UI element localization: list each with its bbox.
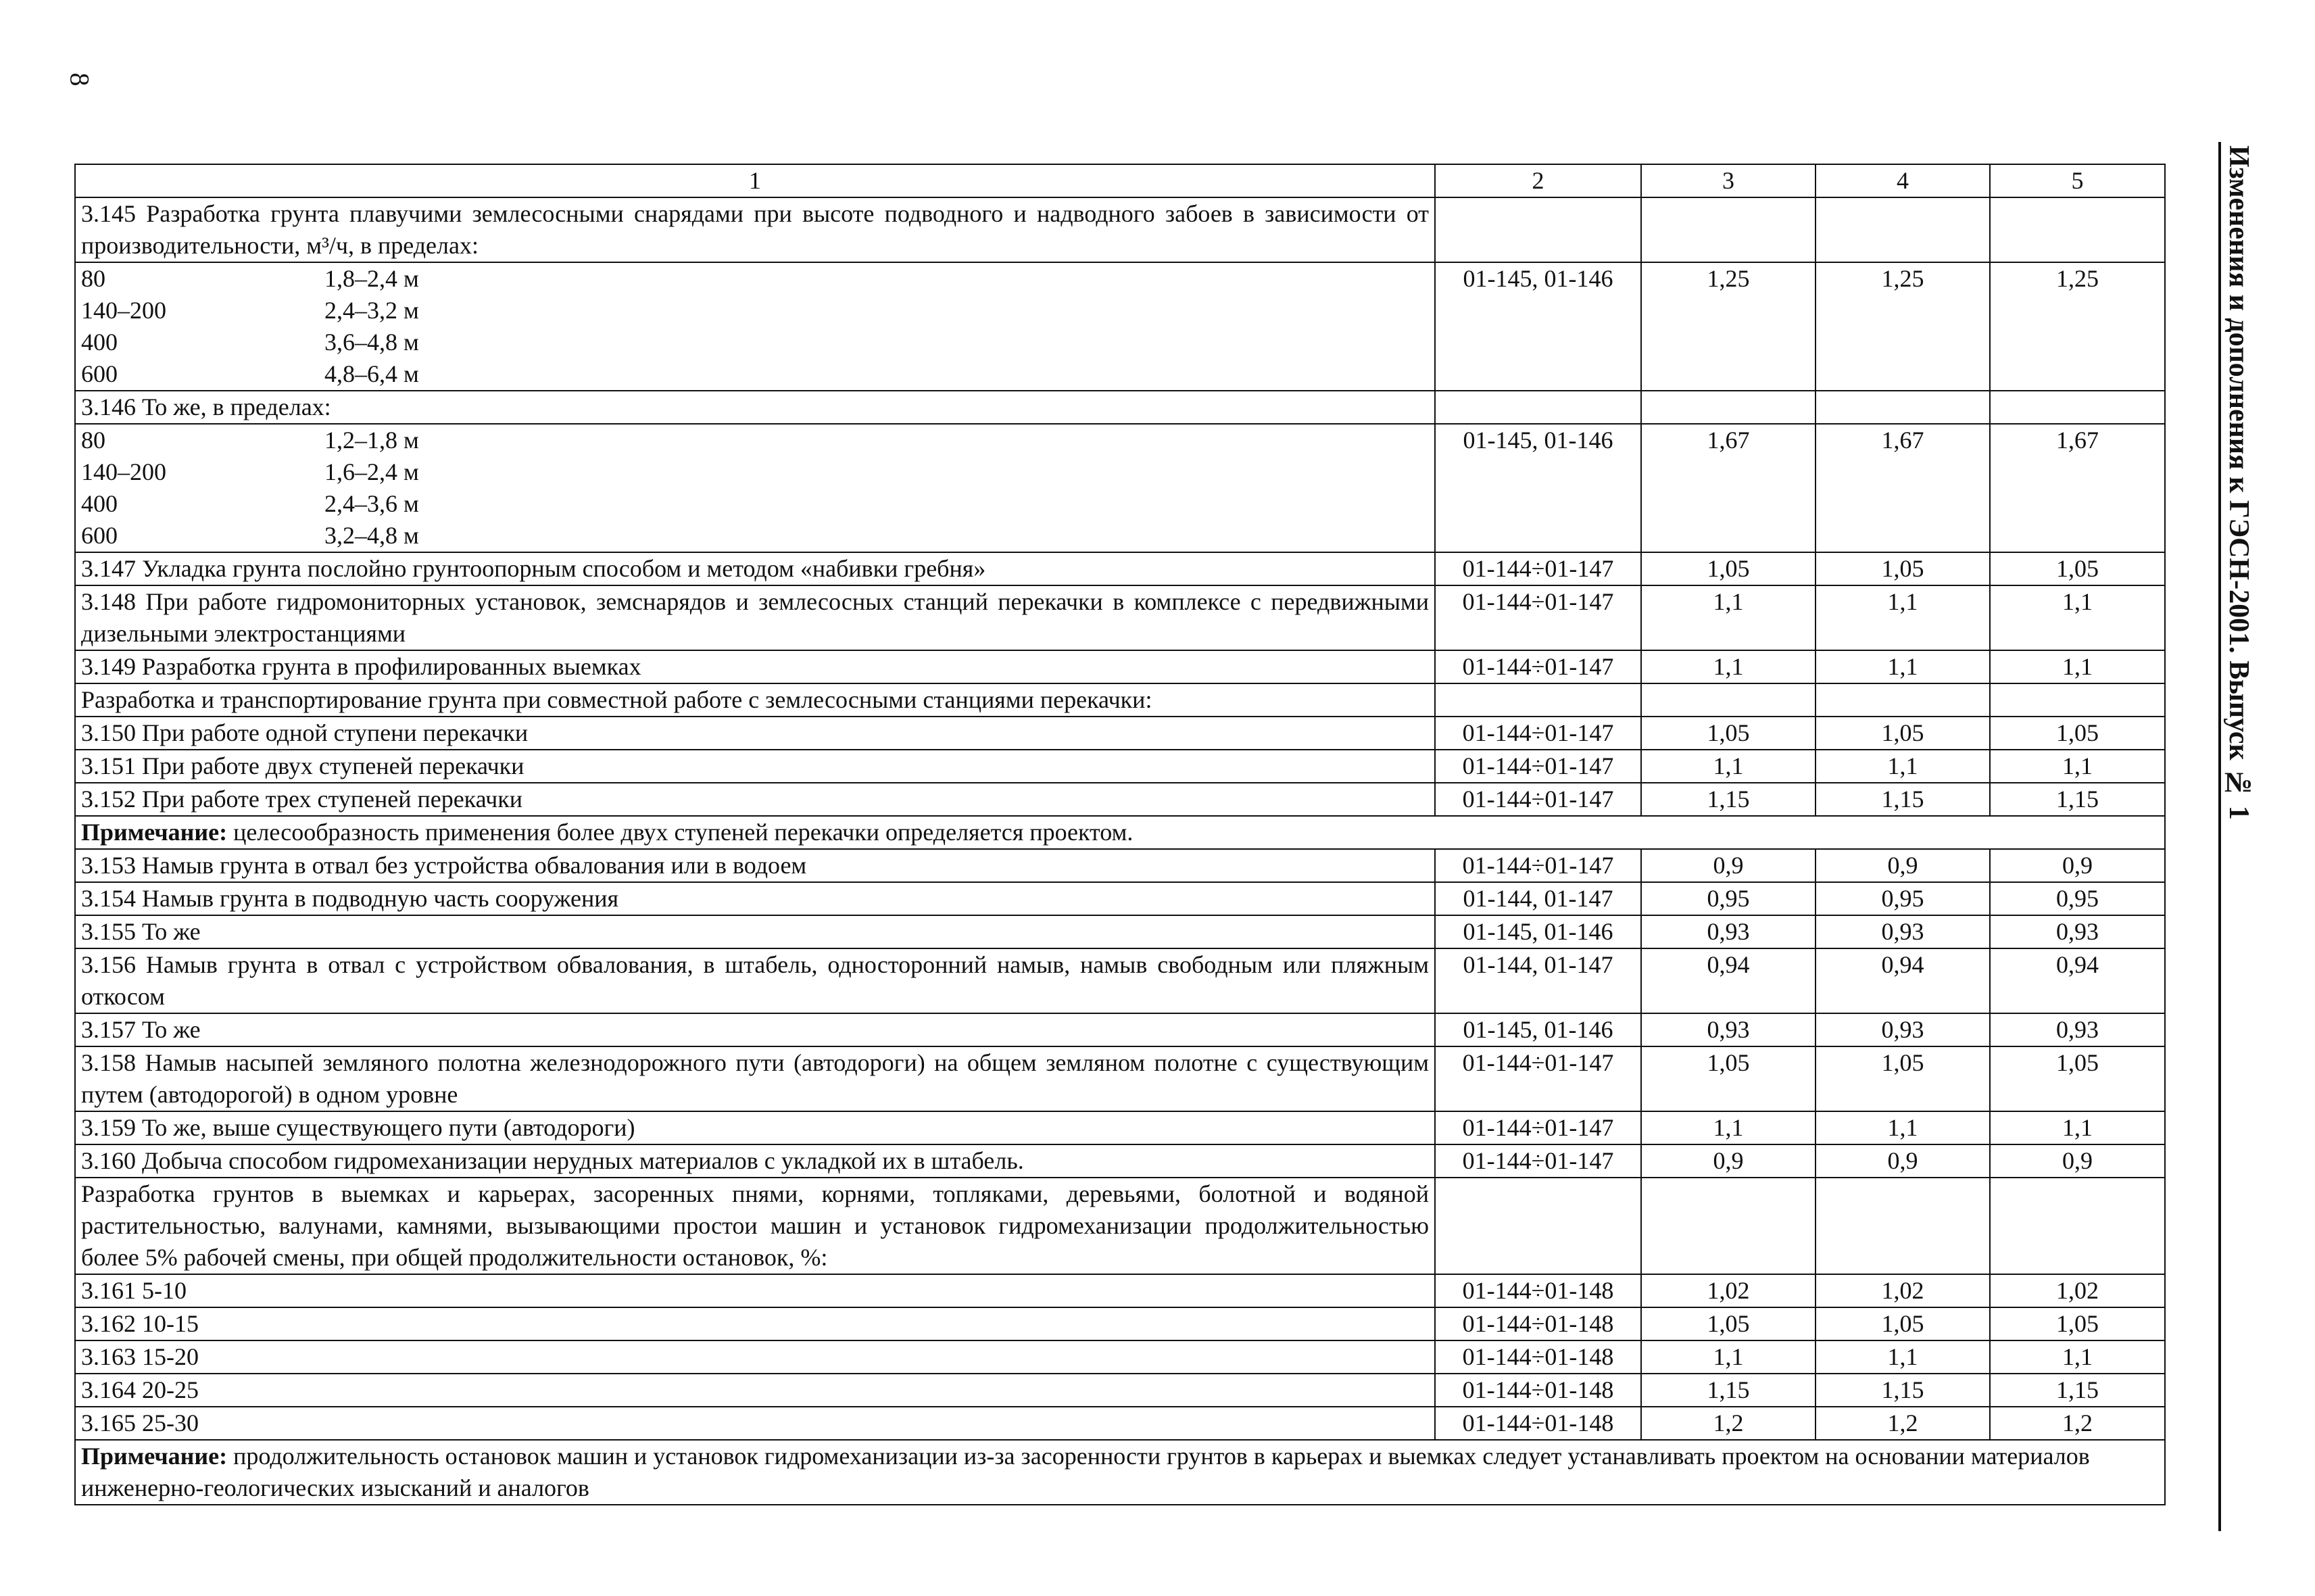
row-value-5: 1,1: [1990, 1340, 2165, 1374]
table-row: [75, 552, 2165, 585]
table-row: [75, 262, 2165, 391]
row-value-5: 1,67: [1990, 424, 2165, 552]
row-value-4: 1,2: [1816, 1407, 1990, 1440]
row-description: 3.152 При работе трех ступеней перекачки: [75, 783, 1435, 816]
row-description: 3.161 5-10: [75, 1274, 1435, 1307]
row-description: 80 1,2–1,8 м 140–200 1,6–2,4 м 400 2,4–3,6 м 600 3,2–4,8 м: [75, 424, 1435, 552]
row-value-4: 1,05: [1816, 717, 1990, 750]
row-value-3: 0,93: [1641, 1013, 1816, 1046]
row-description: 3.146 То же, в пределах:: [75, 391, 1435, 424]
row-description: 3.162 10-15: [75, 1307, 1435, 1340]
row-value-5: 1,05: [1990, 552, 2165, 585]
row-description: 80 1,8–2,4 м 140–200 2,4–3,2 м 400 3,6–4,8 м 600 4,8–6,4 м: [75, 262, 1435, 391]
table-row: [75, 882, 2165, 915]
row-value-3: 1,1: [1641, 585, 1816, 650]
row-value-4: 1,1: [1816, 1340, 1990, 1374]
row-code: 01-145, 01-146: [1435, 915, 1641, 948]
row-value-3: 1,15: [1641, 783, 1816, 816]
table-row: [75, 1374, 2165, 1407]
row-code: 01-144÷01-148: [1435, 1374, 1641, 1407]
row-description: 3.159 То же, выше существующего пути (автодороги): [75, 1111, 1435, 1144]
row-value-3: 0,93: [1641, 915, 1816, 948]
table-row: [75, 1407, 2165, 1440]
row-code: 01-145, 01-146: [1435, 1013, 1641, 1046]
row-description: 3.154 Намыв грунта в подводную часть сооружения: [75, 882, 1435, 915]
table-row: [75, 424, 2165, 552]
row-description: 3.155 То же: [75, 915, 1435, 948]
row-value-4: 1,05: [1816, 1046, 1990, 1111]
table-row: [75, 717, 2165, 750]
row-value-3: 1,15: [1641, 1374, 1816, 1407]
row-value-5: 0,93: [1990, 1013, 2165, 1046]
row-description: 3.163 15-20: [75, 1340, 1435, 1374]
row-value-5: 0,9: [1990, 1144, 2165, 1178]
row-value-5: 1,02: [1990, 1274, 2165, 1307]
row-value-5: 1,25: [1990, 262, 2165, 391]
row-value-3: 1,1: [1641, 750, 1816, 783]
row-code: 01-144÷01-148: [1435, 1274, 1641, 1307]
table-row: [75, 1340, 2165, 1374]
row-description: 3.160 Добыча способом гидромеханизации нерудных материалов с укладкой их в штабель.: [75, 1144, 1435, 1178]
row-code: 01-144÷01-147: [1435, 783, 1641, 816]
row-code: 01-144÷01-148: [1435, 1340, 1641, 1374]
row-value-4: 1,02: [1816, 1274, 1990, 1307]
row-value-4: 0,9: [1816, 849, 1990, 882]
row-value-3: 1,1: [1641, 1111, 1816, 1144]
col-header-4: 4: [1816, 164, 1990, 197]
row-value-4: 0,93: [1816, 915, 1990, 948]
col-header-5: 5: [1990, 164, 2165, 197]
side-header: [2222, 145, 2270, 821]
row-code: 01-144, 01-147: [1435, 882, 1641, 915]
row-value-5: 1,2: [1990, 1407, 2165, 1440]
row-code: 01-144÷01-147: [1435, 717, 1641, 750]
row-description: 3.145 Разработка грунта плавучими землесосными снарядами при высоте подводного и надводного забоев в зависимости от производительности, м³/ч, в пределах:: [75, 197, 1435, 262]
note-row: [75, 816, 2165, 849]
note-row: [75, 1440, 2165, 1505]
row-value-3: 0,9: [1641, 849, 1816, 882]
row-value-4: 0,94: [1816, 948, 1990, 1013]
col-header-2: 2: [1435, 164, 1641, 197]
row-code: 01-145, 01-146: [1435, 424, 1641, 552]
col-header-3: 3: [1641, 164, 1816, 197]
row-value-3: 1,25: [1641, 262, 1816, 391]
table-row: [75, 915, 2165, 948]
row-value-5: 1,1: [1990, 585, 2165, 650]
row-value-3: 1,02: [1641, 1274, 1816, 1307]
row-description: 3.151 При работе двух ступеней перекачки: [75, 750, 1435, 783]
row-code: 01-144÷01-147: [1435, 750, 1641, 783]
row-value-3: 1,05: [1641, 1307, 1816, 1340]
side-rule: [2218, 142, 2221, 1531]
row-code: 01-144÷01-148: [1435, 1407, 1641, 1440]
header-row: [75, 164, 2165, 197]
table-row: [75, 391, 2165, 424]
row-value-3: 1,1: [1641, 1340, 1816, 1374]
table-row: [75, 1274, 2165, 1307]
table-row: [75, 849, 2165, 882]
note-text: продолжительность остановок машин и установок гидромеханизации из-за засоренности грунтов в карьерах и выемках следует устанавливать проектом на основании материалов инженерно-геологических изысканий и аналогов: [81, 1443, 2090, 1501]
row-value-4: 1,67: [1816, 424, 1990, 552]
table-row: [75, 783, 2165, 816]
row-value-3: 0,94: [1641, 948, 1816, 1013]
row-value-3: 1,05: [1641, 717, 1816, 750]
row-value-5: 1,15: [1990, 783, 2165, 816]
note: [75, 816, 2165, 849]
table-row: [75, 1046, 2165, 1111]
row-value-5: 0,94: [1990, 948, 2165, 1013]
coefficients-table: [74, 164, 2166, 1505]
row-value-5: 1,05: [1990, 717, 2165, 750]
table-row: [75, 948, 2165, 1013]
table-row: [75, 1111, 2165, 1144]
row-description: 3.149 Разработка грунта в профилированных выемках: [75, 650, 1435, 683]
row-value-3: 0,95: [1641, 882, 1816, 915]
row-value-4: 1,05: [1816, 552, 1990, 585]
row-value-5: 1,05: [1990, 1307, 2165, 1340]
row-value-3: 1,05: [1641, 552, 1816, 585]
row-description: 3.156 Намыв грунта в отвал с устройством обвалования, в штабель, односторонний намыв, намыв свободным или пляжным откосом: [75, 948, 1435, 1013]
row-value-4: 1,15: [1816, 1374, 1990, 1407]
row-value-4: 1,1: [1816, 650, 1990, 683]
row-code: 01-145, 01-146: [1435, 262, 1641, 391]
table-row: [75, 197, 2165, 262]
row-value-5: 1,15: [1990, 1374, 2165, 1407]
row-value-5: 0,93: [1990, 915, 2165, 948]
row-value-4: 1,05: [1816, 1307, 1990, 1340]
row-value-5: 0,95: [1990, 882, 2165, 915]
note: [75, 1440, 2165, 1505]
row-value-4: 0,93: [1816, 1013, 1990, 1046]
table-row: [75, 650, 2165, 683]
row-description: Разработка и транспортирование грунта при совместной работе с землесосными станциями перекачки:: [75, 683, 1435, 717]
row-description: 3.150 При работе одной ступени перекачки: [75, 717, 1435, 750]
row-description: 3.158 Намыв насыпей земляного полотна железнодорожного пути (автодороги) на общем земляном полотне с существующим путем (автодорогой) в одном уровне: [75, 1046, 1435, 1111]
row-value-3: 1,67: [1641, 424, 1816, 552]
row-description: Разработка грунтов в выемках и карьерах, засоренных пнями, корнями, топляками, деревьями, болотной и водяной растительностью, валунами, камнями, вызывающими простои машин и установок гидромеханизации продолжительностью более 5% рабочей смены, при общей продолжительности остановок, %:: [75, 1178, 1435, 1274]
row-value-3: 1,1: [1641, 650, 1816, 683]
row-value-4: 1,1: [1816, 585, 1990, 650]
col-header-1: 1: [75, 164, 1435, 197]
table-row: [75, 1144, 2165, 1178]
row-value-3: 0,9: [1641, 1144, 1816, 1178]
row-description: 3.164 20-25: [75, 1374, 1435, 1407]
note-label: Примечание:: [81, 819, 228, 846]
row-code: 01-144÷01-147: [1435, 1111, 1641, 1144]
row-code: 01-144÷01-147: [1435, 849, 1641, 882]
row-description: 3.165 25-30: [75, 1407, 1435, 1440]
row-code: 01-144÷01-148: [1435, 1307, 1641, 1340]
table-row: [75, 1013, 2165, 1046]
row-value-3: 1,05: [1641, 1046, 1816, 1111]
row-code: 01-144, 01-147: [1435, 948, 1641, 1013]
note-text: целесообразность применения более двух ступеней перекачки определяется проектом.: [227, 819, 1134, 846]
row-value-5: 1,1: [1990, 750, 2165, 783]
table-row: [75, 1307, 2165, 1340]
side-header-text: Изменения и дополнения к ГЭСН-2001. Выпуск № 1: [2223, 145, 2254, 820]
row-value-5: 1,1: [1990, 650, 2165, 683]
row-description: 3.148 При работе гидромониторных установок, земснарядов и землесосных станций перекачки в комплексе с передвижными дизельными электростанциями: [75, 585, 1435, 650]
row-code: 01-144÷01-147: [1435, 1046, 1641, 1111]
note-label: Примечание:: [81, 1443, 228, 1470]
row-value-5: 1,05: [1990, 1046, 2165, 1111]
row-code: 01-144÷01-147: [1435, 552, 1641, 585]
row-description: 3.157 То же: [75, 1013, 1435, 1046]
row-value-4: 0,9: [1816, 1144, 1990, 1178]
row-value-4: 1,1: [1816, 1111, 1990, 1144]
page-number: 8: [64, 72, 95, 87]
table-row: [75, 683, 2165, 717]
row-value-4: 1,25: [1816, 262, 1990, 391]
row-value-4: 1,15: [1816, 783, 1990, 816]
row-code: 01-144÷01-147: [1435, 650, 1641, 683]
row-description: 3.147 Укладка грунта послойно грунтоопорным способом и методом «набивки гребня»: [75, 552, 1435, 585]
row-code: 01-144÷01-147: [1435, 585, 1641, 650]
table-row: [75, 585, 2165, 650]
row-value-5: 1,1: [1990, 1111, 2165, 1144]
row-value-4: 0,95: [1816, 882, 1990, 915]
table-row: [75, 750, 2165, 783]
row-description: 3.153 Намыв грунта в отвал без устройства обвалования или в водоем: [75, 849, 1435, 882]
row-code: 01-144÷01-147: [1435, 1144, 1641, 1178]
row-value-4: 1,1: [1816, 750, 1990, 783]
row-value-3: 1,2: [1641, 1407, 1816, 1440]
table-row: [75, 1178, 2165, 1274]
row-value-5: 0,9: [1990, 849, 2165, 882]
